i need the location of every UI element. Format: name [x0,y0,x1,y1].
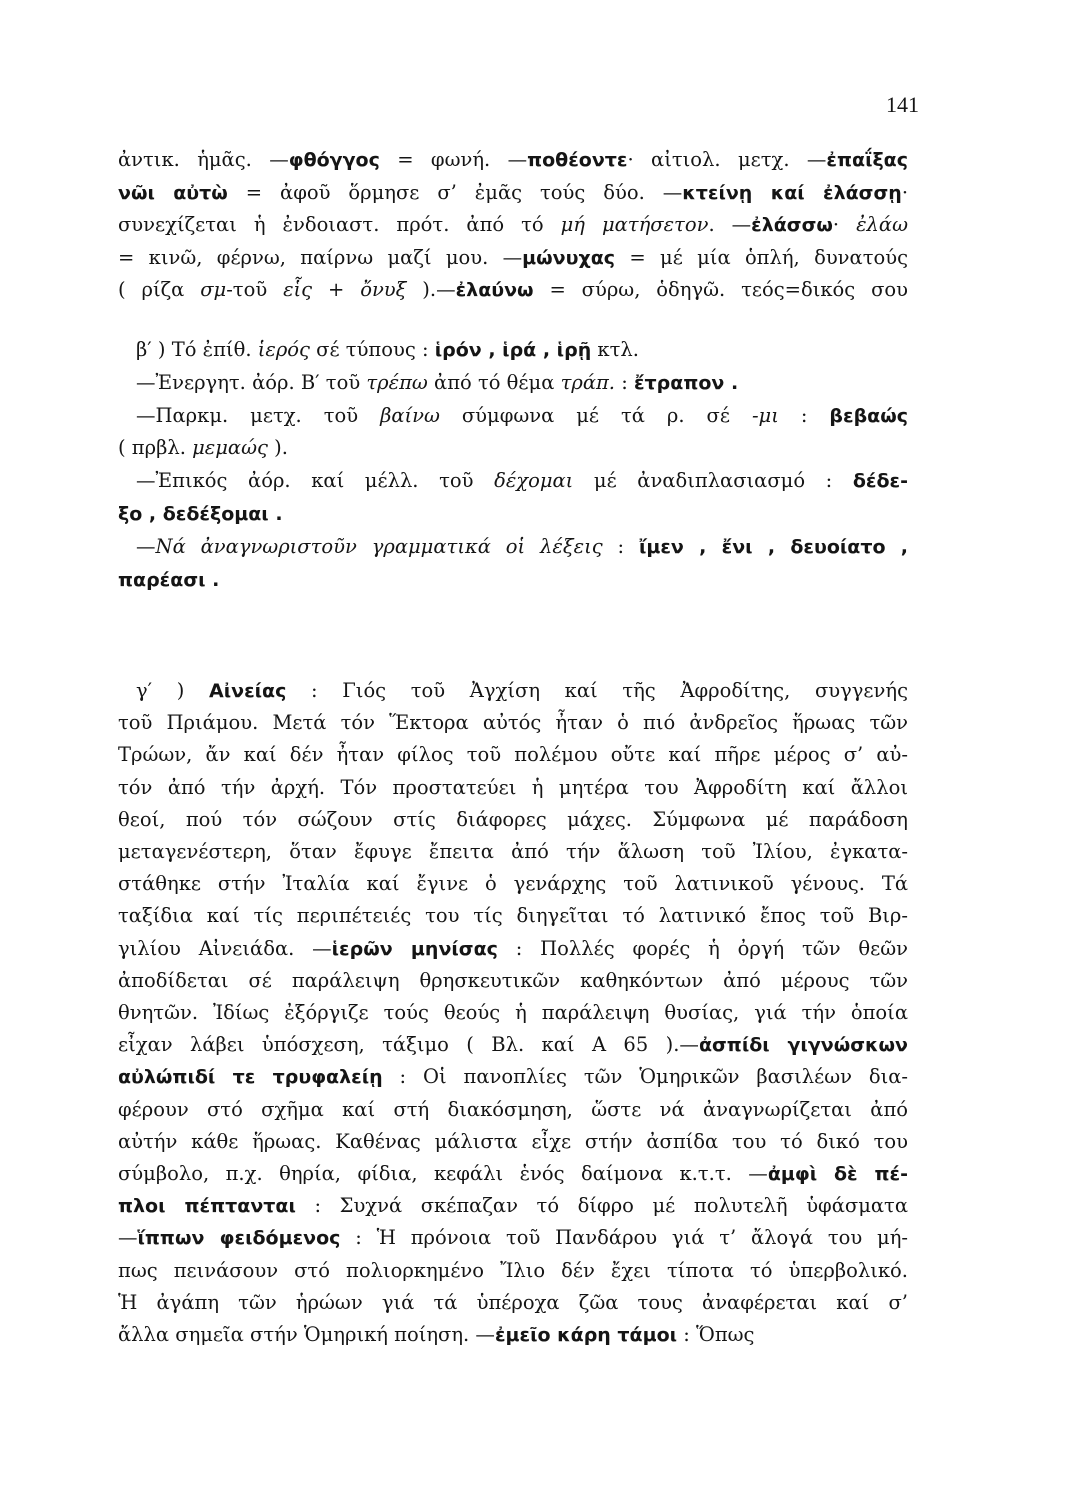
block3-line [118,837,908,867]
text-run: σέ τύπους : [309,338,435,361]
italic-word: ἱερός [257,338,310,361]
text-run: · αἰτιολ. μετχ. — [627,148,827,171]
block3-line [118,1223,908,1253]
text-run: : Οἱ πανοπλίες τῶν Ὁμηρικῶν βασιλέων δια- [382,1065,908,1089]
text-run: ( ρίζα [118,278,201,301]
bold-term: ἐλάσσω [751,214,833,236]
block2-line [118,565,908,595]
text-run: ταξίδια καί τίς περιπέτειές του τίς διηγεῖται τό λατινικό ἔπος τοῦ Βιρ- [118,904,908,928]
block3-line [118,869,908,899]
block3-line [118,934,908,964]
text-run: · [901,180,908,204]
block2-line [136,466,908,496]
block2-line [136,532,908,562]
block1-line [118,145,908,175]
text-run: = μέ μία ὁπλή, δυνατούς [615,245,908,269]
block3-line [118,1062,908,1092]
text-run: -τοῦ [226,278,284,301]
text-run: αὐτήν κάθε ἥρωας. Καθένας μάλιστα εἶχε στήν ἀσπίδα του τό δικό του [118,1129,908,1153]
italic-word: ὄνυξ [360,278,407,301]
italic-word: -μι [751,403,779,427]
block2-line [136,401,908,431]
text-run: ἄλλα σημεῖα στήν Ὁμηρική ποίηση. — [118,1323,495,1346]
text-run: πως πεινάσουν στό πολιορκημένο Ἴλιο δέν ἔχει τίποτα τό ὑπερβολικό. [118,1258,908,1282]
italic-word: τράπ. [560,370,615,394]
italic-word: μεμαώς [192,436,268,460]
bold-term: φθόγγος [288,149,380,171]
bold-term: ἀμφὶ δὲ πέ- [767,1163,908,1185]
text-run: εἶχαν λάβει ὑπόσχεση, τάξιμο ( Βλ. καί Α 65 ).— [118,1033,699,1057]
text-run: —Ἐνεργητ. ἀόρ. Β′ τοῦ [136,370,367,394]
text-run: β′ ) Τό ἐπίθ. [136,338,258,361]
italic-word: τρέπω [366,370,428,394]
text-run: Τρώων, ἄν καί δέν ἦταν φίλος τοῦ πολέμου οὔτε καί πῆρε μέρος σ’ αὐ- [118,743,908,767]
bold-term: Αἰνείας [209,680,287,702]
block2-line [136,335,908,365]
block3-line [118,1191,908,1221]
text-run: — [136,534,156,558]
text-run: : [615,370,634,394]
italic-word: ἐλάω [856,213,908,236]
bold-term: δέδε- [852,470,908,493]
text-run: ἀντικ. ἡμᾶς. — [118,148,289,171]
block1-line [118,243,908,273]
text-run: γ′ ) [136,679,210,702]
page-number: 141 [886,92,919,117]
text-run: γιλίου Αἰνειάδα. — [118,936,332,960]
block1-line [118,178,908,208]
text-run: ἀποδίδεται σέ παράλειψη θρησκευτικῶν καθηκόντων ἀπό μέρους τῶν [118,968,908,992]
text-run: —Ἐπικός ἀόρ. καί μέλλ. τοῦ [136,469,495,493]
text-run: + [312,278,361,301]
block3-line [118,740,908,770]
text-run: στάθηκε στήν Ἰταλία καί ἔγινε ὁ γενάρχης τοῦ λατινικοῦ γένους. Τά [118,872,908,896]
text-run: = σύρω, ὁδηγῶ. τεός=δικός σου [533,278,908,301]
text-run: σύμβολο, π.χ. θηρία, φίδια, κεφάλι ἑνός δαίμονα κ.τ.τ. — [118,1162,768,1185]
bold-term: ἵππων φειδόμενος [137,1227,341,1250]
text-run: : Ὅπως [677,1323,755,1346]
text-run: = φωνή. — [379,148,528,171]
italic-word: δέχομαι [494,469,574,493]
text-run: ἀπό τό θέμα [427,370,561,394]
block3-line [118,998,908,1028]
bold-term: ἴμεν , ἔνι , δευοίατο , [638,535,908,558]
block1-line [118,275,908,305]
text-run: ). [267,436,288,460]
bold-term: ἔτραπον . [633,371,739,394]
text-run: —Παρκμ. μετχ. τοῦ [136,403,381,427]
text-run: μεταγενέστερη, ὅταν ἔφυγε ἔπειτα ἀπό τήν ἅλωση τοῦ Ἰλίου, ἐγκατα- [118,840,908,863]
block2-line [136,368,908,398]
bold-term: παρέασι . [118,568,220,591]
bold-term: ἀσπίδι γιγνώσκων [698,1034,908,1057]
bold-term: νῶι αὐτὼ [118,181,228,204]
bold-term: ἐμεῖο κάρη τάμοι [494,1324,678,1346]
block3-line [118,1256,908,1286]
italic-word: μή ματήσετον [560,213,709,236]
text-run: : Πολλές φορές ἡ ὀργή τῶν θεῶν [497,936,908,960]
block3-line [118,901,908,931]
bold-term: αὐλώπιδί τε τρυφαλείῃ [118,1066,383,1089]
text-run: μέ ἀναδιπλασιασμό : [573,469,853,493]
italic-word: βαίνω [380,403,440,427]
text-run: : Ἡ πρόνοια τοῦ Πανδάρου γιά τ’ ἄλογά του μή- [340,1226,908,1250]
bold-term: ποθέοντε [527,149,628,171]
block2-line [118,499,908,529]
text-run: : Συχνά σκέπαζαν τό δίφρο μέ πολυτελῆ ὑφάσματα [295,1194,908,1218]
text-run: : Γιός τοῦ Ἀγχίση καί τῆς Ἀφροδίτης, συγγενής [286,679,908,702]
block3-line [118,966,908,996]
block3-line [118,1127,908,1157]
bold-term: κτείνῃ καί ἐλάσσῃ [682,181,902,204]
text-run: = κινῶ, φέρνω, παίρνω μαζί μου. — [118,245,523,269]
bold-term: ἐλαύνω [455,279,534,301]
bold-term: ἱρόν , ἱρά , ἱρῇ [434,339,592,361]
italic-word: Νά ἀναγνωριστοῦν γραμματικά οἱ λέξεις [155,534,603,558]
italic-word: εἷς [283,278,313,301]
block2-line [118,433,908,463]
bold-term: ξο , δεδέξομαι . [118,503,283,525]
text-run: . — [708,213,752,236]
text-run: τοῦ Πριάμου. Μετά τόν Ἕκτορα αὐτός ἦταν ὁ πιό ἀνδρεῖος ἥρωας τῶν [118,711,908,735]
text-run: φέρουν στό σχῆμα καί στή διακόσμηση, ὥστε νά ἀναγνωρίζεται ἀπό [118,1097,908,1121]
bold-term: ἐπαΐξας [826,149,908,171]
text-run: : [778,403,830,427]
text-run: — [118,1226,138,1250]
text-run: ( πρβλ. [118,436,193,460]
text-run: σύμφωνα μέ τά ρ. σέ [439,403,752,427]
text-run: συνεχίζεται ἡ ἐνδοιαστ. πρότ. ἀπό τό [118,213,561,236]
bold-term: βεβαώς [829,404,908,427]
block3-line [118,1095,908,1125]
bold-term: ἱερῶν μηνίσας [331,937,498,960]
text-run: : [602,534,639,558]
italic-word: σμ [200,278,227,301]
block3-line [118,1288,908,1318]
text-run: θνητῶν. Ἰδίως ἐξόργιζε τούς θεούς ἡ παράλειψη θυσίας, γιά τήν ὁποία [118,1001,908,1024]
block3-line [118,708,908,738]
bold-term: μώνυχας [522,246,616,269]
block3-line [118,805,908,835]
block3-line [118,773,908,803]
text-run: ).— [406,278,456,301]
block3-line [118,1320,908,1350]
block3-line [136,676,908,706]
block3-line [118,1159,908,1189]
text-run: = ἀφοῦ ὅρμησε σ’ ἐμᾶς τούς δύο. — [227,180,683,204]
text-run: · [832,213,857,236]
text-run: θεοί, πού τόν σώζουν στίς διάφορες μάχες. Σύμφωνα μέ παράδοση [118,807,908,831]
text-run: κτλ. [591,338,639,361]
block1-line [118,210,908,240]
text-run: τόν ἀπό τήν ἀρχή. Τόν προστατεύει ἡ μητέρα του Ἀφροδίτη καί ἄλλοι [118,775,908,799]
text-run: Ἡ ἀγάπη τῶν ἡρώων γιά τά ὑπέροχα ζῶα τους ἀναφέρεται καί σ’ [118,1290,908,1314]
bold-term: πλοι πέπτανται [118,1195,296,1218]
block3-line [118,1030,908,1060]
